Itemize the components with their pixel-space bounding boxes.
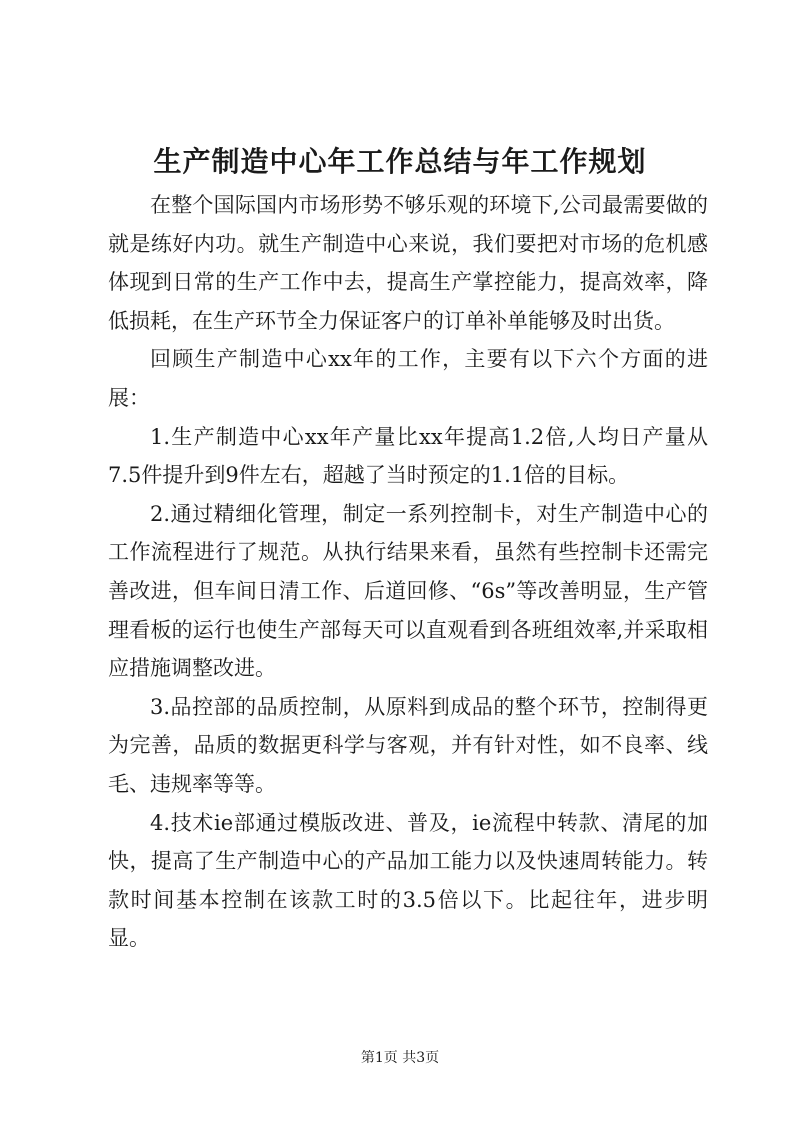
paragraph-review: 回顾生产制造中心xx年的工作，主要有以下六个方面的进展：: [108, 347, 708, 410]
document-title: 生产制造中心年工作总结与年工作规划: [153, 145, 647, 178]
paragraph-item-4: 4.技术ie部通过模版改进、普及，ie流程中转款、清尾的加快，提高了生产制造中心的产品加工能力以及快速周转能力。转款时间基本控制在该款工时的3.5倍以下。比起往年，进步明显。: [108, 810, 708, 951]
paragraph-item-2: 2.通过精细化管理，制定一系列控制卡，对生产制造中心的工作流程进行了规范。从执行结果来看，虽然有些控制卡还需完善改进，但车间日清工作、后道回修、“6s”等改善明显，生产管理看板的运行也使生产部每天可以直观看到各班组效率,并采取相应措施调整改进。: [108, 501, 708, 681]
page-footer: 第1页 共3页: [360, 1050, 440, 1066]
paragraph-item-3: 3.品控部的品质控制，从原料到成品的整个环节，控制得更为完善，品质的数据更科学与客观，并有针对性，如不良率、线毛、违规率等等。: [108, 694, 708, 796]
paragraph-intro: 在整个国际国内市场形势不够乐观的环境下,公司最需要做的就是练好内功。就生产制造中心来说，我们要把对市场的危机感体现到日常的生产工作中去，提高生产掌控能力，提高效率，降低损耗，在生产环节全力保证客户的订单补单能够及时出货。: [108, 193, 708, 333]
document-body: [108, 186, 708, 958]
paragraph-item-1: 1.生产制造中心xx年产量比xx年提高1.2倍,人均日产量从7.5件提升到9件左右，超越了当时预定的1.1倍的目标。: [108, 424, 708, 488]
